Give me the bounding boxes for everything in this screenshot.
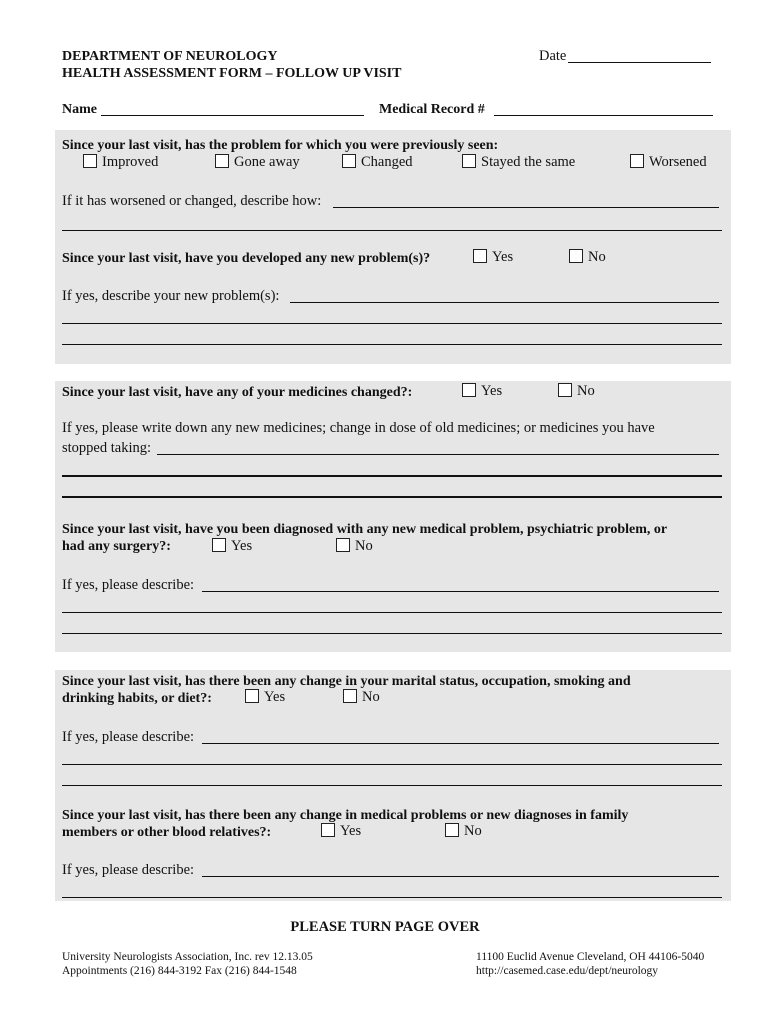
q5-question: Since your last visit, has there been any change in your marital status, occupation, smoking and bbox=[62, 674, 631, 689]
option-worsened-label: Worsened bbox=[649, 154, 707, 170]
q4-no-option[interactable] bbox=[336, 538, 373, 555]
q6-answer-line[interactable] bbox=[62, 897, 722, 898]
q6-followup-label: If yes, please describe: bbox=[62, 862, 195, 878]
q3-yes-checkbox[interactable] bbox=[462, 383, 476, 397]
q4-question: Since your last visit, have you been diagnosed with any new medical problem, psychiatric problem, or bbox=[62, 522, 668, 537]
q3-answer-line[interactable] bbox=[62, 475, 722, 477]
q4-answer-line[interactable] bbox=[202, 591, 719, 592]
q3-answer-line[interactable] bbox=[157, 454, 719, 455]
q6-answer-line[interactable] bbox=[202, 876, 719, 877]
q6-no-checkbox[interactable] bbox=[445, 823, 459, 837]
q5-answer-line[interactable] bbox=[62, 785, 722, 786]
option-changed-label: Changed bbox=[361, 154, 413, 170]
name-field[interactable] bbox=[101, 115, 364, 116]
q5-yes-option[interactable] bbox=[245, 689, 285, 706]
checkbox-changed[interactable] bbox=[342, 154, 356, 168]
q1-answer-line[interactable] bbox=[62, 230, 722, 231]
option-gone-away-label: Gone away bbox=[234, 154, 300, 170]
q3-no-option[interactable] bbox=[558, 383, 595, 400]
option-improved[interactable] bbox=[83, 154, 158, 171]
q4-answer-line[interactable] bbox=[62, 633, 722, 634]
q3-followup-label: If yes, please write down any new medicines; change in dose of old medicines; or medicines you have bbox=[62, 420, 655, 436]
q4-question-2: had any surgery?: bbox=[62, 539, 171, 554]
q4-no-checkbox[interactable] bbox=[336, 538, 350, 552]
q1-followup-label: If it has worsened or changed, describe how: bbox=[62, 193, 322, 209]
q6-question-2: members or other blood relatives?: bbox=[62, 825, 272, 840]
q2-no-checkbox[interactable] bbox=[569, 249, 583, 263]
q2-no-label: No bbox=[588, 249, 606, 265]
q5-yes-checkbox[interactable] bbox=[245, 689, 259, 703]
q5-answer-line[interactable] bbox=[202, 743, 719, 744]
medical-record-label: Medical Record # bbox=[379, 102, 485, 117]
checkbox-improved[interactable] bbox=[83, 154, 97, 168]
footer-org: University Neurologists Association, Inc. rev 12.13.05 bbox=[62, 951, 313, 963]
footer-phone: Appointments (216) 844-3192 Fax (216) 844-1548 bbox=[62, 965, 297, 977]
q6-yes-checkbox[interactable] bbox=[321, 823, 335, 837]
q2-question: Since your last visit, have you developed any new problem(s)? bbox=[62, 251, 431, 266]
checkbox-stayed-the-same[interactable] bbox=[462, 154, 476, 168]
q2-yes-option[interactable] bbox=[473, 249, 513, 266]
q3-followup-label-2: stopped taking: bbox=[62, 440, 152, 456]
q5-no-checkbox[interactable] bbox=[343, 689, 357, 703]
q3-yes-label: Yes bbox=[481, 383, 503, 399]
option-worsened[interactable] bbox=[630, 154, 707, 171]
name-label: Name bbox=[62, 102, 97, 117]
department-title: DEPARTMENT OF NEUROLOGY bbox=[62, 49, 278, 64]
medical-record-field[interactable] bbox=[494, 115, 713, 116]
q3-question: Since your last visit, have any of your medicines changed?: bbox=[62, 385, 413, 400]
q2-answer-line[interactable] bbox=[62, 323, 722, 324]
option-stayed-the-same[interactable] bbox=[462, 154, 575, 171]
q4-yes-label: Yes bbox=[231, 538, 253, 554]
option-stayed-the-same-label: Stayed the same bbox=[481, 154, 576, 170]
q6-yes-option[interactable] bbox=[321, 823, 361, 840]
q3-yes-option[interactable] bbox=[462, 383, 502, 400]
q5-yes-label: Yes bbox=[264, 689, 286, 705]
q2-followup-label: If yes, describe your new problem(s): bbox=[62, 288, 280, 304]
footer-address: 11100 Euclid Avenue Cleveland, OH 44106-5040 bbox=[476, 951, 705, 963]
q4-yes-checkbox[interactable] bbox=[212, 538, 226, 552]
q5-followup-label: If yes, please describe: bbox=[62, 729, 195, 745]
q4-answer-line[interactable] bbox=[62, 612, 722, 613]
q1-answer-line[interactable] bbox=[333, 207, 719, 208]
q4-yes-option[interactable] bbox=[212, 538, 252, 555]
q6-no-option[interactable] bbox=[445, 823, 482, 840]
q1-question: Since your last visit, has the problem for which you were previously seen: bbox=[62, 138, 499, 153]
q5-question-2: drinking habits, or diet?: bbox=[62, 691, 212, 706]
q2-no-option[interactable] bbox=[569, 249, 606, 266]
q3-no-checkbox[interactable] bbox=[558, 383, 572, 397]
turn-page-notice: PLEASE TURN PAGE OVER bbox=[290, 919, 480, 935]
q4-no-label: No bbox=[355, 538, 373, 554]
checkbox-worsened[interactable] bbox=[630, 154, 644, 168]
form-title: HEALTH ASSESSMENT FORM – FOLLOW UP VISIT bbox=[62, 66, 402, 81]
option-changed[interactable] bbox=[342, 154, 413, 171]
q5-no-label: No bbox=[362, 689, 380, 705]
q2-answer-line[interactable] bbox=[62, 344, 722, 345]
date-label: Date bbox=[539, 48, 567, 64]
q6-yes-label: Yes bbox=[340, 823, 362, 839]
q2-yes-label: Yes bbox=[492, 249, 514, 265]
footer-url[interactable]: http://casemed.case.edu/dept/neurology bbox=[476, 965, 659, 977]
option-gone-away[interactable] bbox=[215, 154, 300, 171]
q6-question: Since your last visit, has there been any change in medical problems or new diagnoses in family bbox=[62, 808, 629, 823]
q5-answer-line[interactable] bbox=[62, 764, 722, 765]
checkbox-gone-away[interactable] bbox=[215, 154, 229, 168]
q2-answer-line[interactable] bbox=[290, 302, 719, 303]
option-improved-label: Improved bbox=[102, 154, 159, 170]
date-field[interactable] bbox=[568, 62, 711, 63]
q6-no-label: No bbox=[464, 823, 482, 839]
q5-no-option[interactable] bbox=[343, 689, 380, 706]
q3-no-label: No bbox=[577, 383, 595, 399]
q3-answer-line[interactable] bbox=[62, 496, 722, 498]
q2-yes-checkbox[interactable] bbox=[473, 249, 487, 263]
q4-followup-label: If yes, please describe: bbox=[62, 577, 195, 593]
